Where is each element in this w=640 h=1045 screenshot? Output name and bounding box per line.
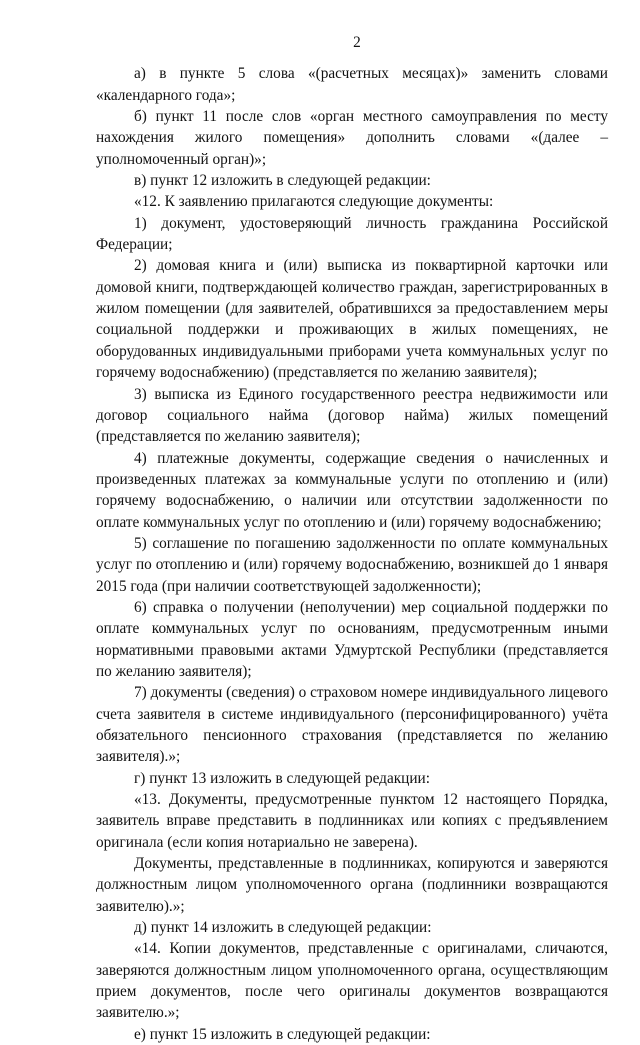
clause-12-item-6: 6) справка о получении (неполучении) мер социальной поддержки по оплате коммунальных услуг по основаниям, предусмотренным иными нормативными правовыми актами Удмуртской Республики (представляется по желанию заявителя); (96, 598, 608, 680)
clause-13-continuation: Документы, представленные в подлинниках, копируются и заверяются должностным лицом уполномоченного органа (подлинники возвращаются заявителю).»; (96, 855, 608, 915)
clause-12-item-3: 3) выписка из Единого государственного реестра недвижимости или договор социального найма (договор найма) жилых помещений (представляется по желанию заявителя); (96, 385, 608, 446)
amendment-a: а) в пункте 5 слова «(расчетных месяцах)» заменить словами «календарного года»; (96, 65, 608, 104)
clause-12-heading: «12. К заявлению прилагаются следующие документы: (134, 193, 494, 211)
amendment-b: б) пункт 11 после слов «орган местного самоуправления по месту нахождения жилого помещения» дополнить словами «(далее – уполномоченный орган)»; (96, 108, 608, 168)
clause-12-item-7: 7) документы (сведения) о страховом номере индивидуального лицевого счета заявителя в системе индивидуального (персонифицированного) учёта обязательного пенсионного страхования (представляется по желанию заявителя).»; (96, 684, 608, 766)
clause-12-item-5: 5) соглашение по погашению задолженности по оплате коммунальных услуг по отоплению и (или) горячему водоснабжению, возникшей до 1 января 2015 года (при наличии соответствующей задолженности); (96, 534, 608, 595)
page-number: 2 (353, 34, 361, 51)
amendment-d-intro: д) пункт 14 изложить в следующей редакции: (134, 919, 432, 937)
amendment-g-intro: г) пункт 13 изложить в следующей редакции: (134, 769, 430, 787)
clause-12-item-1: 1) документ, удостоверяющий личность гражданина Российской Федерации; (96, 214, 608, 254)
amendment-e-intro: е) пункт 15 изложить в следующей редакции: (134, 1025, 431, 1043)
clause-14-text: «14. Копии документов, представленные с оригиналами, сличаются, заверяются должностным лицом уполномоченного органа, осуществляющим прием документов, после чего оригиналы документов возвращаются заявителю.»; (96, 940, 608, 1022)
clause-12-item-4: 4) платежные документы, содержащие сведения о начисленных и произведенных платежах за коммунальные услуги по отоплению и (или) горячему водоснабжению, о наличии или отсутствии задолженности по оплате коммунальных услуг по отоплению и (или) горячему водоснабжению; (96, 449, 608, 531)
clause-12-item-2: 2) домовая книга и (или) выписка из поквартирной карточки или домовой книги, подтверждающей количество граждан, зарегистрированных в жилом помещении (для заявителей, обратившихся за предоставлением меры социальной поддержки и проживающих в жилых помещениях, не оборудованных индивидуальными приборами учета коммунальных услуг по горячему водоснабжению) (представляется по желанию заявителя); (96, 257, 608, 382)
clause-13-text: «13. Документы, предусмотренные пунктом 12 настоящего Порядка, заявитель вправе представить в подлинниках или копиях с предъявлением оригинала (если копия нотариально не заверена). (96, 791, 608, 851)
amendment-v-intro: в) пункт 12 изложить в следующей редакции: (134, 172, 431, 190)
